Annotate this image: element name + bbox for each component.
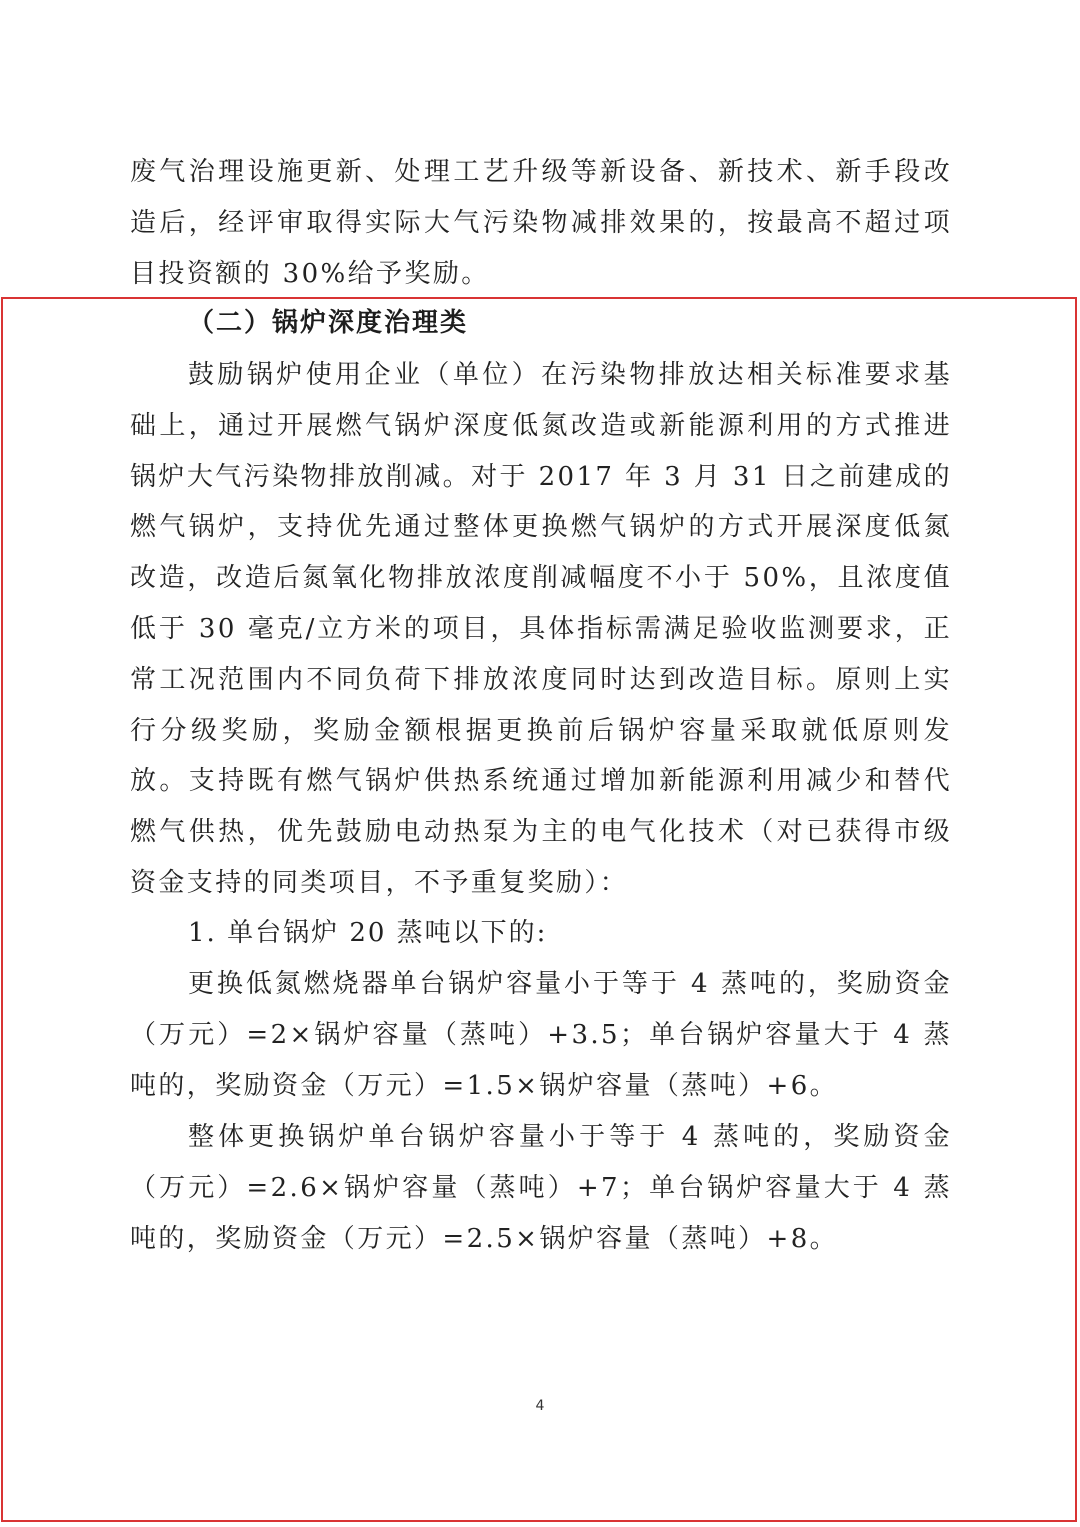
section-main-paragraph: 鼓励锅炉使用企业（单位）在污染物排放达相关标准要求基础上，通过开展燃气锅炉深度低氮改造或新能源利用的方式推进锅炉大气污染物排放削减。对于 2017 年 3 月 31 日之前建成的燃气锅炉，支持优先通过整体更换燃气锅炉的方式开展深度低氮改造，改造后氮氧化物排放浓度削减幅度不小于 50%，且浓度值低于 30 毫克/立方米的项目，具体指标需满足验收监测要求，正常工况范围内不同负荷下排放浓度同时达到改造目标。原则上实行分级奖励，奖励金额根据更换前后锅炉容量采取就低原则发放。支持既有燃气锅炉供热系统通过增加新能源利用减少和替代燃气供热，优先鼓励电动热泵为主的电气化技术（对已获得市级资金支持的同类项目，不予重复奖励）： bbox=[130, 360, 952, 898]
burner-reward-paragraph: 更换低氮燃烧器单台锅炉容量小于等于 4 蒸吨的，奖励资金（万元）=2×锅炉容量（蒸吨）+3.5；单台锅炉容量大于 4 蒸吨的，奖励资金（万元）=1.5×锅炉容量（蒸吨）+6。 bbox=[130, 969, 952, 1101]
section-heading: （二）锅炉深度治理类 bbox=[188, 308, 469, 338]
page-number: 4 bbox=[535, 1398, 545, 1414]
boiler-reward-paragraph: 整体更换锅炉单台锅炉容量小于等于 4 蒸吨的，奖励资金（万元）=2.6×锅炉容量（蒸吨）+7；单台锅炉容量大于 4 蒸吨的，奖励资金（万元）=2.5×锅炉容量（蒸吨）+8。 bbox=[130, 1122, 952, 1254]
item-heading: 1. 单台锅炉 20 蒸吨以下的: bbox=[188, 918, 548, 948]
intro-paragraph: 废气治理设施更新、处理工艺升级等新设备、新技术、新手段改造后，经评审取得实际大气污染物减排效果的，按最高不超过项目投资额的 30%给予奖励。 bbox=[130, 157, 952, 289]
